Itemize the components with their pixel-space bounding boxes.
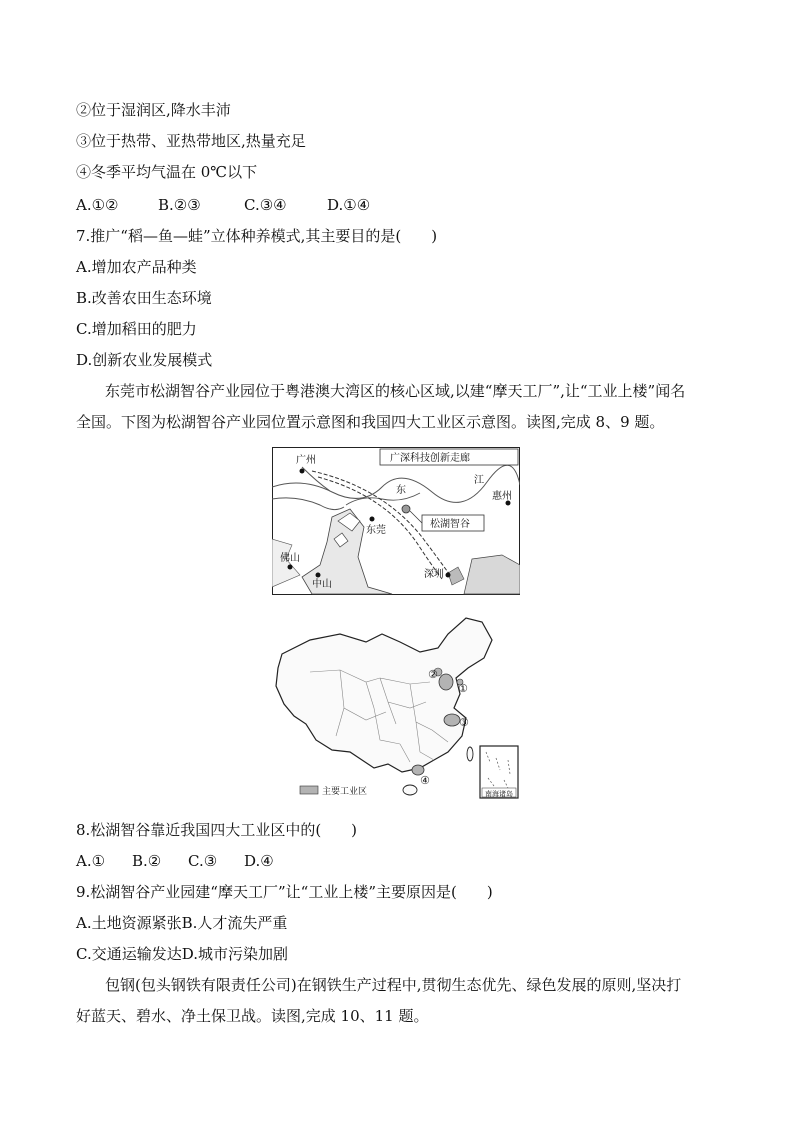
legend-label: 主要工业区 (322, 787, 368, 797)
q6-choice-b: B.②③ (158, 196, 201, 214)
q8-choice-c: C.③ (188, 852, 218, 870)
huizhou-label: 惠州 (492, 491, 512, 502)
legend-swatch (300, 786, 318, 794)
q8-choice-d: D.④ (244, 852, 274, 870)
marker-3: ③ (459, 716, 469, 729)
songhu-location-map (272, 447, 520, 595)
industrial-region-2 (439, 674, 453, 690)
corridor-label: 广深科技创新走廊 (390, 453, 470, 464)
q6-choice-d: D.①④ (327, 196, 371, 214)
intro-8-9-line-2: 全国。下图为松湖智谷产业园位置示意图和我国四大工业区示意图。读图,完成 8、9 题。 (76, 413, 665, 431)
q6-choice-a: A.①② (76, 196, 119, 214)
q6-statement-4: ④冬季平均气温在 0℃以下 (76, 163, 258, 181)
dong-label: 东 (396, 485, 406, 496)
shenzhen-point (446, 573, 451, 578)
marker-4: ④ (420, 774, 430, 787)
foshan-point (288, 565, 293, 570)
q8-choice-b: B.② (132, 852, 162, 870)
q9-stem: 9.松湖智谷产业园建“摩天工厂”让“工业上楼”主要原因是( ) (76, 883, 493, 901)
guangzhou-point (300, 469, 305, 474)
foshan-label: 佛山 (280, 553, 300, 564)
q9-options-row-1: A.土地资源紧张B.人才流失严重 (76, 914, 288, 932)
zhongshan-point (316, 573, 321, 578)
q7-stem: 7.推广“稻—鱼—蛙”立体种养模式,其主要目的是( ) (76, 227, 438, 245)
intro-10-11-line-1: 包钢(包头钢铁有限责任公司)在钢铁生产过程中,贯彻生态优先、绿色发展的原则,坚决打 (105, 976, 682, 994)
marker-1: ① (458, 682, 468, 695)
industrial-region-3 (444, 714, 460, 726)
intro-8-9-line-1: 东莞市松湖智谷产业园位于粤港澳大湾区的核心区域,以建“摩天工厂”,让“工业上楼”闻名 (105, 382, 686, 400)
q9-options-row-2: C.交通运输发达D.城市污染加剧 (76, 945, 288, 963)
shenzhen-label: 深圳 (424, 569, 444, 580)
songhu-point (402, 505, 410, 513)
q7-option-b: B.改善农田生态环境 (76, 289, 212, 307)
q6-statement-3: ③位于热带、亚热带地区,热量充足 (76, 132, 306, 150)
jiang-label: 江 (474, 475, 484, 486)
q6-statement-2: ②位于湿润区,降水丰沛 (76, 101, 231, 119)
q7-option-d: D.创新农业发展模式 (76, 351, 213, 369)
q7-option-a: A.增加农产品种类 (76, 258, 197, 276)
dongguan-label: 东莞 (366, 525, 386, 536)
songhu-label: 松湖智谷 (430, 519, 470, 530)
inset-label: 南海诸岛 (485, 790, 513, 798)
dongguan-point (370, 517, 375, 522)
intro-10-11-line-2: 好蓝天、碧水、净土保卫战。读图,完成 10、11 题。 (76, 1007, 429, 1025)
zhongshan-label: 中山 (312, 579, 332, 590)
q7-option-c: C.增加稻田的肥力 (76, 320, 197, 338)
guangzhou-label: 广州 (296, 455, 316, 466)
q8-choice-a: A.① (76, 852, 106, 870)
marker-2: ② (428, 668, 438, 681)
china-industrial-regions-map (270, 612, 526, 802)
q8-stem: 8.松湖智谷靠近我国四大工业区中的( ) (76, 821, 358, 839)
q6-choice-c: C.③④ (244, 196, 287, 214)
